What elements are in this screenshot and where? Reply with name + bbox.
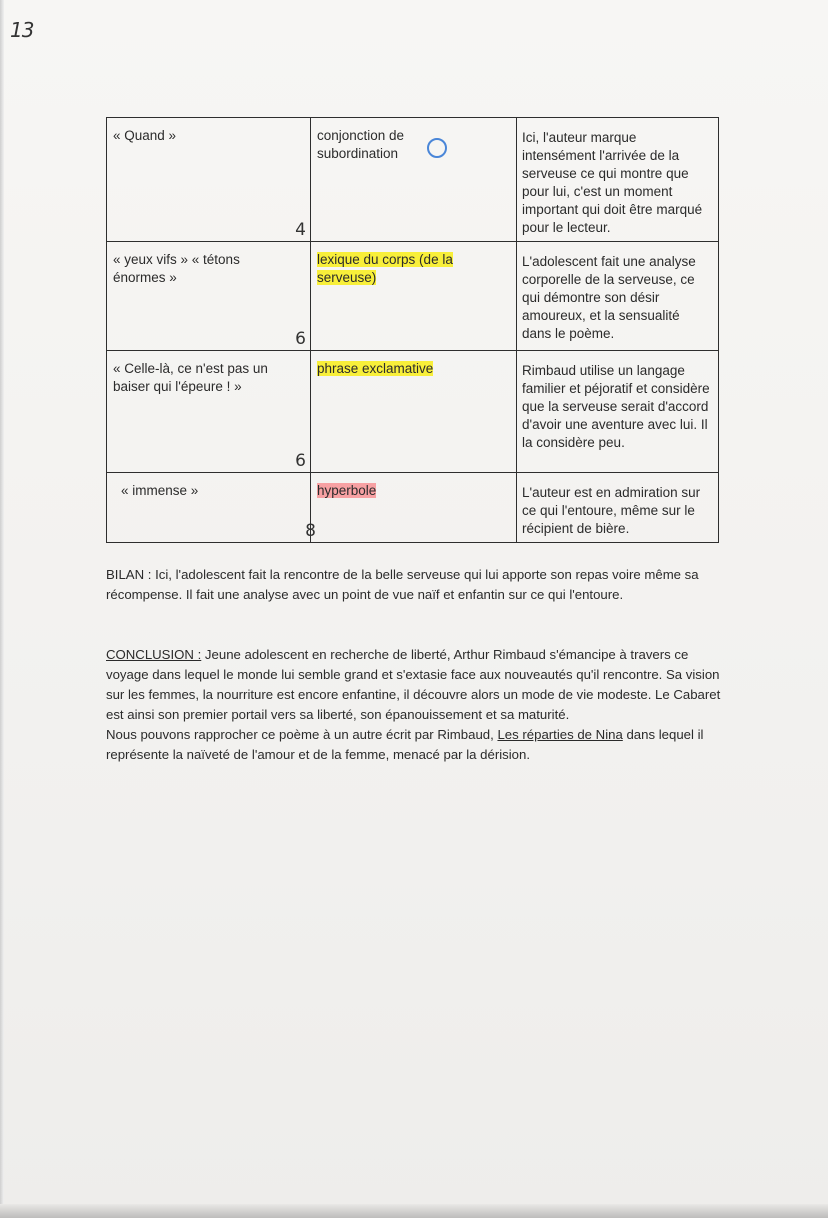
- procede-cell: [311, 351, 517, 473]
- interpretation-cell: [517, 473, 719, 543]
- interpretation-text: L'auteur est en admiration sur ce qui l'entoure, même sur le récipient de bière.: [522, 485, 701, 536]
- procede-cell: [311, 473, 517, 543]
- procede-text: conjonction de subordination: [317, 128, 405, 161]
- table-row: [107, 118, 719, 242]
- citation-text: « yeux vifs » « tétons énormes »: [113, 252, 240, 285]
- highlighted-procede-text: phrase exclamative: [317, 361, 434, 376]
- interpretation-cell: [517, 351, 719, 473]
- handwritten-annotation: 4: [295, 220, 306, 240]
- page-left-edge: [0, 0, 4, 1218]
- handwritten-page-number: 13: [10, 18, 34, 42]
- interpretation-cell: [517, 242, 719, 351]
- table-row: [107, 351, 719, 473]
- handwritten-annotation: 8: [305, 521, 316, 541]
- ouverture-end: dans lequel il représente la naïveté de l'amour et de la femme, menacé par la dérision.: [106, 727, 704, 762]
- conclusion-heading: CONCLUSION :: [106, 647, 202, 662]
- handwritten-annotation: 6: [295, 329, 306, 349]
- procede-cell: [311, 242, 517, 351]
- procede-cell: [311, 118, 517, 242]
- citation-cell: [107, 473, 316, 543]
- interpretation-cell: [517, 118, 719, 242]
- ouverture-start: Nous pouvons rapprocher ce poème à un autre écrit par Rimbaud,: [106, 727, 498, 742]
- ouverture-title: Les réparties de Nina: [497, 727, 623, 742]
- table-row: [107, 473, 719, 543]
- citation-text: « immense »: [121, 483, 199, 498]
- circle-icon: [427, 138, 447, 158]
- interpretation-text: Ici, l'auteur marque intensément l'arrivée de la serveuse ce qui montre que pour lui, c'est un moment important qui doit être marqué pour le lecteur.: [522, 130, 703, 235]
- conclusion-paragraph: [106, 645, 726, 765]
- citation-cell: [107, 118, 311, 242]
- conclusion-body: Jeune adolescent en recherche de liberté, Arthur Rimbaud s'émancipe à travers ce voyage dans lequel le monde lui semble grand et s'extasie face aux nouveautés qu'il rencontre. Sa vision sur les femmes, la nourriture est encore enfantine, il découvre alors un mode de vie modeste. Le Cabaret est ainsi son premier portail vers sa liberté, son épanouissement et sa maturité.: [106, 647, 721, 722]
- citation-cell: [107, 242, 311, 351]
- citation-text: « Celle-là, ce n'est pas un baiser qui l'épeure ! »: [113, 361, 268, 394]
- handwritten-annotation: 6: [295, 451, 306, 471]
- analysis-table: [106, 117, 719, 543]
- citation-text: « Quand »: [113, 128, 177, 143]
- highlighted-procede-text: hyperbole: [317, 483, 377, 498]
- citation-cell: [107, 351, 311, 473]
- bilan-paragraph: BILAN : Ici, l'adolescent fait la rencontre de la belle serveuse qui lui apporte son repas voire même sa récompense. Il fait une analyse avec un point de vue naïf et enfantin sur ce qui l'entoure.: [106, 567, 699, 602]
- page-bottom-edge: [0, 1204, 828, 1218]
- interpretation-text: L'adolescent fait une analyse corporelle de la serveuse, ce qui démontre son désir amoureux, et la sensualité dans le poème.: [522, 254, 696, 341]
- table-row: [107, 242, 719, 351]
- highlighted-procede-text: lexique du corps (de la serveuse): [317, 252, 453, 285]
- interpretation-text: Rimbaud utilise un langage familier et péjoratif et considère que la serveuse serait d'accord d'avoir une aventure avec lui. Il la considère peu.: [522, 363, 710, 450]
